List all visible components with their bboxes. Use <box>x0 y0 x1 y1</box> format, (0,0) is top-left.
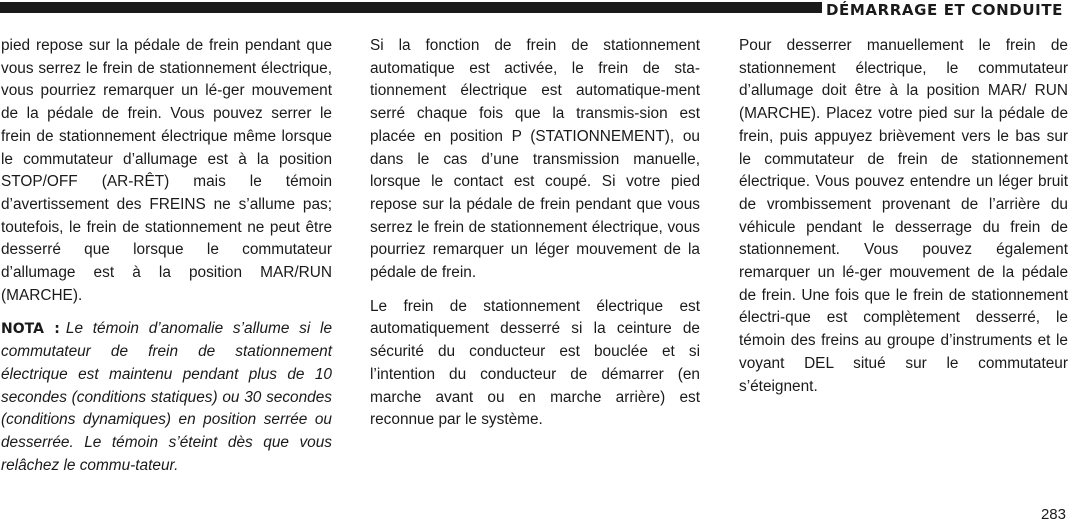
note-paragraph <box>1 318 332 477</box>
paragraph: pied repose sur la pédale de frein pendant que vous serrez le frein de stationnement électrique, vous pourriez remarquer un lé-ger mouvement de la pédale de frein. Vous pouvez serrer le frein de stationnement électrique même lorsque le commutateur d’allumage est à la position STOP/OFF (AR-RÊT) mais le témoin d’avertissement des FREINS ne s’allume pas; toutefois, le frein de stationnement ne peut être desserré que lorsque le commutateur d’allumage est à la position MAR/RUN (MARCHE). <box>1 37 332 304</box>
text-column-1 <box>1 35 332 488</box>
section-title: DÉMARRAGE ET CONDUITE <box>825 1 1063 19</box>
page-number: 283 <box>1040 506 1066 523</box>
text-column-2 <box>370 35 700 443</box>
header-rule <box>0 2 822 13</box>
text-column-3 <box>739 35 1068 409</box>
paragraph: Si la fonction de frein de stationnement automatique est activée, le frein de sta-tionnement électrique est automatique-ment serré chaque fois que la transmis-sion est placée en position P (STATIONNEMENT), ou dans le cas d’une transmission manuelle, lorsque le contact est coupé. Si votre pied repose sur la pédale de frein pendant que vous serrez le frein de stationnement électrique, vous pourriez remarquer un léger mouvement de la pédale de frein. <box>370 37 700 282</box>
paragraph: Pour desserrer manuellement le frein de stationnement électrique, le commutateur d’allumage doit être à la position MAR/ RUN (MARCHE). Placez votre pied sur la pédale de frein, puis appuyez brièvement vers le bas sur le commutateur de frein de stationnement électrique. Vous pouvez entendre un léger bruit de vrombissement provenant de l’arrière du véhicule pendant le desserrage du frein de stationnement. Vous pouvez également remarquer un lé-ger mouvement de la pédale de frein. Une fois que le frein de stationnement électri-que est complètement desserré, le témoin des freins au groupe d’instruments et le voyant DEL situé sur le commutateur s’éteignent. <box>739 37 1068 395</box>
note-label: NOTA : <box>1 321 60 338</box>
paragraph: Le frein de stationnement électrique est automatiquement desserré si la ceinture de sécurité du conducteur est bouclée et si l’intention du conducteur de démarrer (en marche avant ou en marche arrière) est reconnue par le système. <box>370 297 700 429</box>
note-text: Le témoin d’anomalie s’allume si le commutateur de frein de stationnement électrique est maintenu pendant plus de 10 secondes (conditions statiques) ou 30 secondes (conditions dynamiques) en position serrée ou desserrée. Le témoin s’éteint dès que vous relâchez le commu-tateur. <box>1 320 333 474</box>
